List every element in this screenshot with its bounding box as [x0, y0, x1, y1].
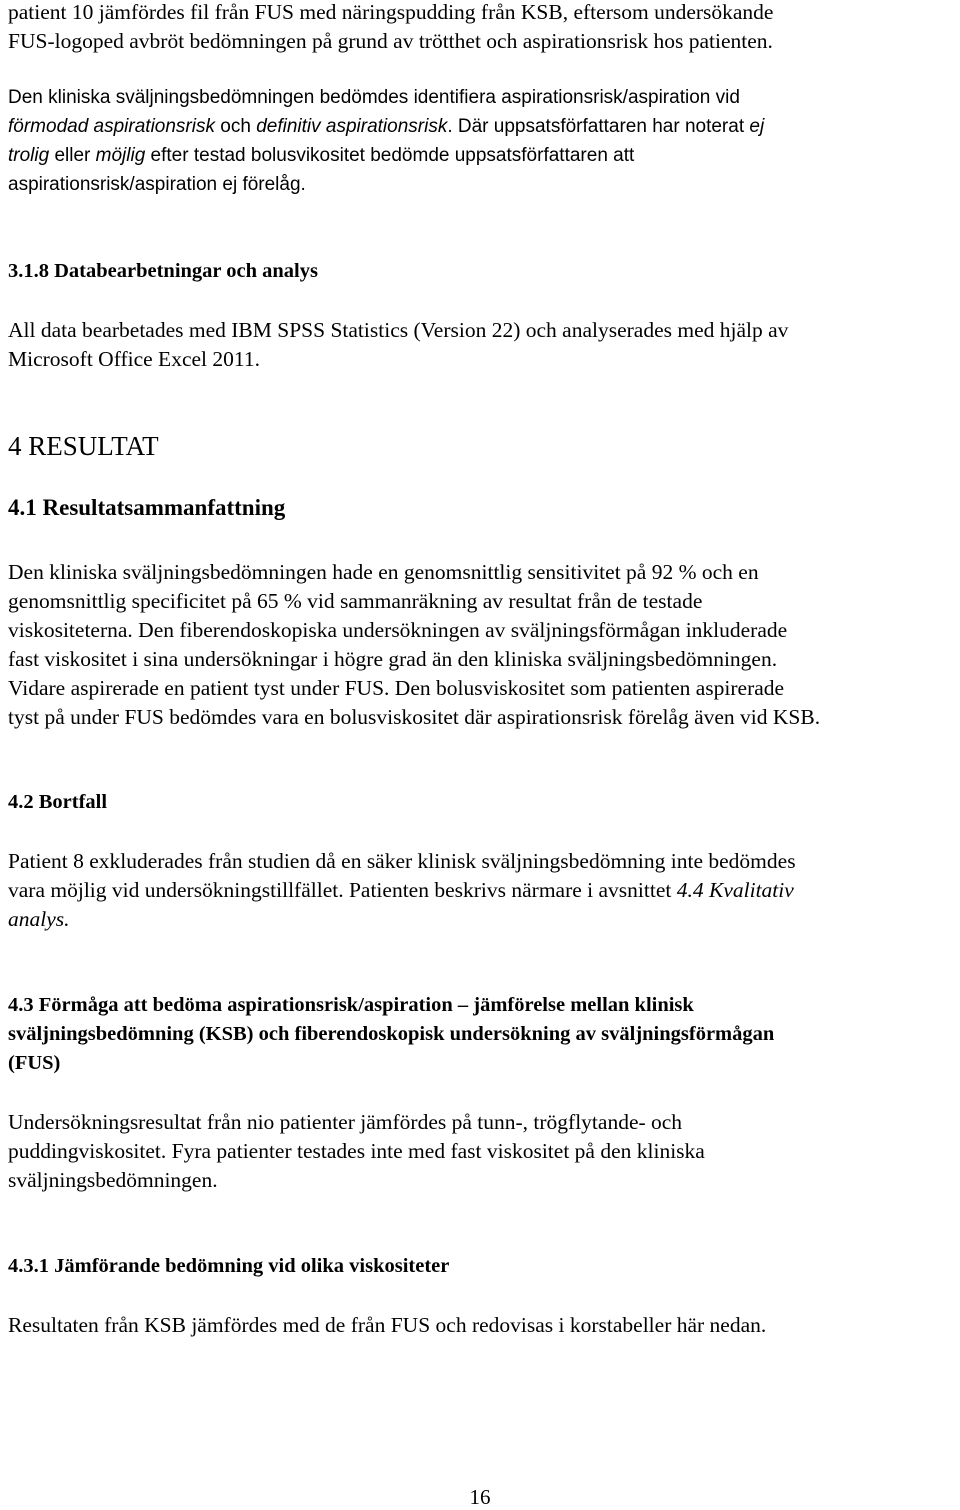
- text-line: [8, 907, 70, 932]
- section-heading: 4.3.1 Jämförande bedömning vid olika viskositeter: [8, 1255, 450, 1277]
- italic-reference: analys.: [8, 907, 70, 931]
- text-line: Resultaten från KSB jämfördes med de från FUS och redovisas i korstabeller här nedan.: [8, 1313, 767, 1337]
- text-fragment: eller: [49, 145, 96, 166]
- italic-term: möjlig: [95, 145, 146, 166]
- text-line: aspirationsrisk/aspiration ej förelåg.: [8, 174, 306, 195]
- text-line: sväljningsbedömningen.: [8, 1168, 218, 1192]
- text-line: Microsoft Office Excel 2011.: [8, 347, 260, 371]
- text-line: viskositeterna. Den fiberendoskopiska undersökningen av sväljningsförmågan inkluderade: [8, 618, 788, 642]
- section-heading: 4.1 Resultatsammanfattning: [8, 495, 286, 520]
- chapter-heading: 4 RESULTAT: [8, 431, 159, 461]
- text-line: Undersökningsresultat från nio patienter jämfördes på tunn-, trögflytande- och: [8, 1110, 683, 1134]
- text-line: FUS-logoped avbröt bedömningen på grund av trötthet och aspirationsrisk hos patienten.: [8, 29, 773, 53]
- text-fragment: efter testad bolusvikositet bedömde uppsatsförfattaren att: [145, 145, 635, 166]
- section-heading: sväljningsbedömning (KSB) och fiberendoskopisk undersökning av sväljningsförmågan: [8, 1023, 775, 1045]
- italic-reference: 4.4 Kvalitativ: [676, 878, 794, 902]
- text-line: Patient 8 exkluderades från studien då en säker klinisk sväljningsbedömning inte bedömdes: [8, 849, 796, 873]
- italic-term: förmodad aspirationsrisk: [8, 116, 215, 137]
- text-line: Vidare aspirerade en patient tyst under FUS. Den bolusviskositet som patienten aspirerade: [8, 676, 785, 700]
- italic-term: trolig: [8, 145, 50, 166]
- section-heading: 4.2 Bortfall: [8, 791, 108, 813]
- text-line: All data bearbetades med IBM SPSS Statistics (Version 22) och analyserades med hjälp av: [8, 318, 789, 342]
- text-line: tyst på under FUS bedömdes vara en bolusviskositet där aspirationsrisk förelåg även vid KSB.: [8, 705, 821, 729]
- text-line: fast viskositet i sina undersökningar i högre grad än den kliniska sväljningsbedömningen.: [8, 647, 778, 671]
- text-line: genomsnittlig specificitet på 65 % vid sammanräkning av resultat från de testade: [8, 589, 703, 613]
- text-fragment: . Där uppsatsförfattaren har noterat: [447, 116, 750, 137]
- text-line: Den kliniska sväljningsbedömningen bedömdes identifiera aspirationsrisk/aspiration vid: [8, 87, 740, 108]
- page-number: 16: [469, 1485, 491, 1509]
- section-heading: 4.3 Förmåga att bedöma aspirationsrisk/aspiration – jämförelse mellan klinisk: [8, 994, 694, 1016]
- text-fragment: och: [214, 116, 257, 137]
- text-line: [8, 116, 764, 138]
- section-heading: 3.1.8 Databearbetningar och analys: [8, 260, 318, 282]
- text-line: patient 10 jämfördes fil från FUS med näringspudding från KSB, eftersom undersökande: [8, 0, 774, 24]
- text-line: [8, 878, 794, 903]
- text-line: Den kliniska sväljningsbedömningen hade en genomsnittlig sensitivitet på 92 % och en: [8, 560, 759, 584]
- text-line: puddingviskositet. Fyra patienter testades inte med fast viskositet på den kliniska: [8, 1139, 705, 1163]
- text-line: [8, 145, 634, 167]
- section-heading: (FUS): [8, 1052, 61, 1074]
- text-fragment: vara möjlig vid undersökningstillfället. Patienten beskrivs närmare i avsnittet: [8, 878, 677, 902]
- italic-term: definitiv aspirationsrisk: [256, 116, 448, 137]
- italic-term: ej: [749, 116, 765, 137]
